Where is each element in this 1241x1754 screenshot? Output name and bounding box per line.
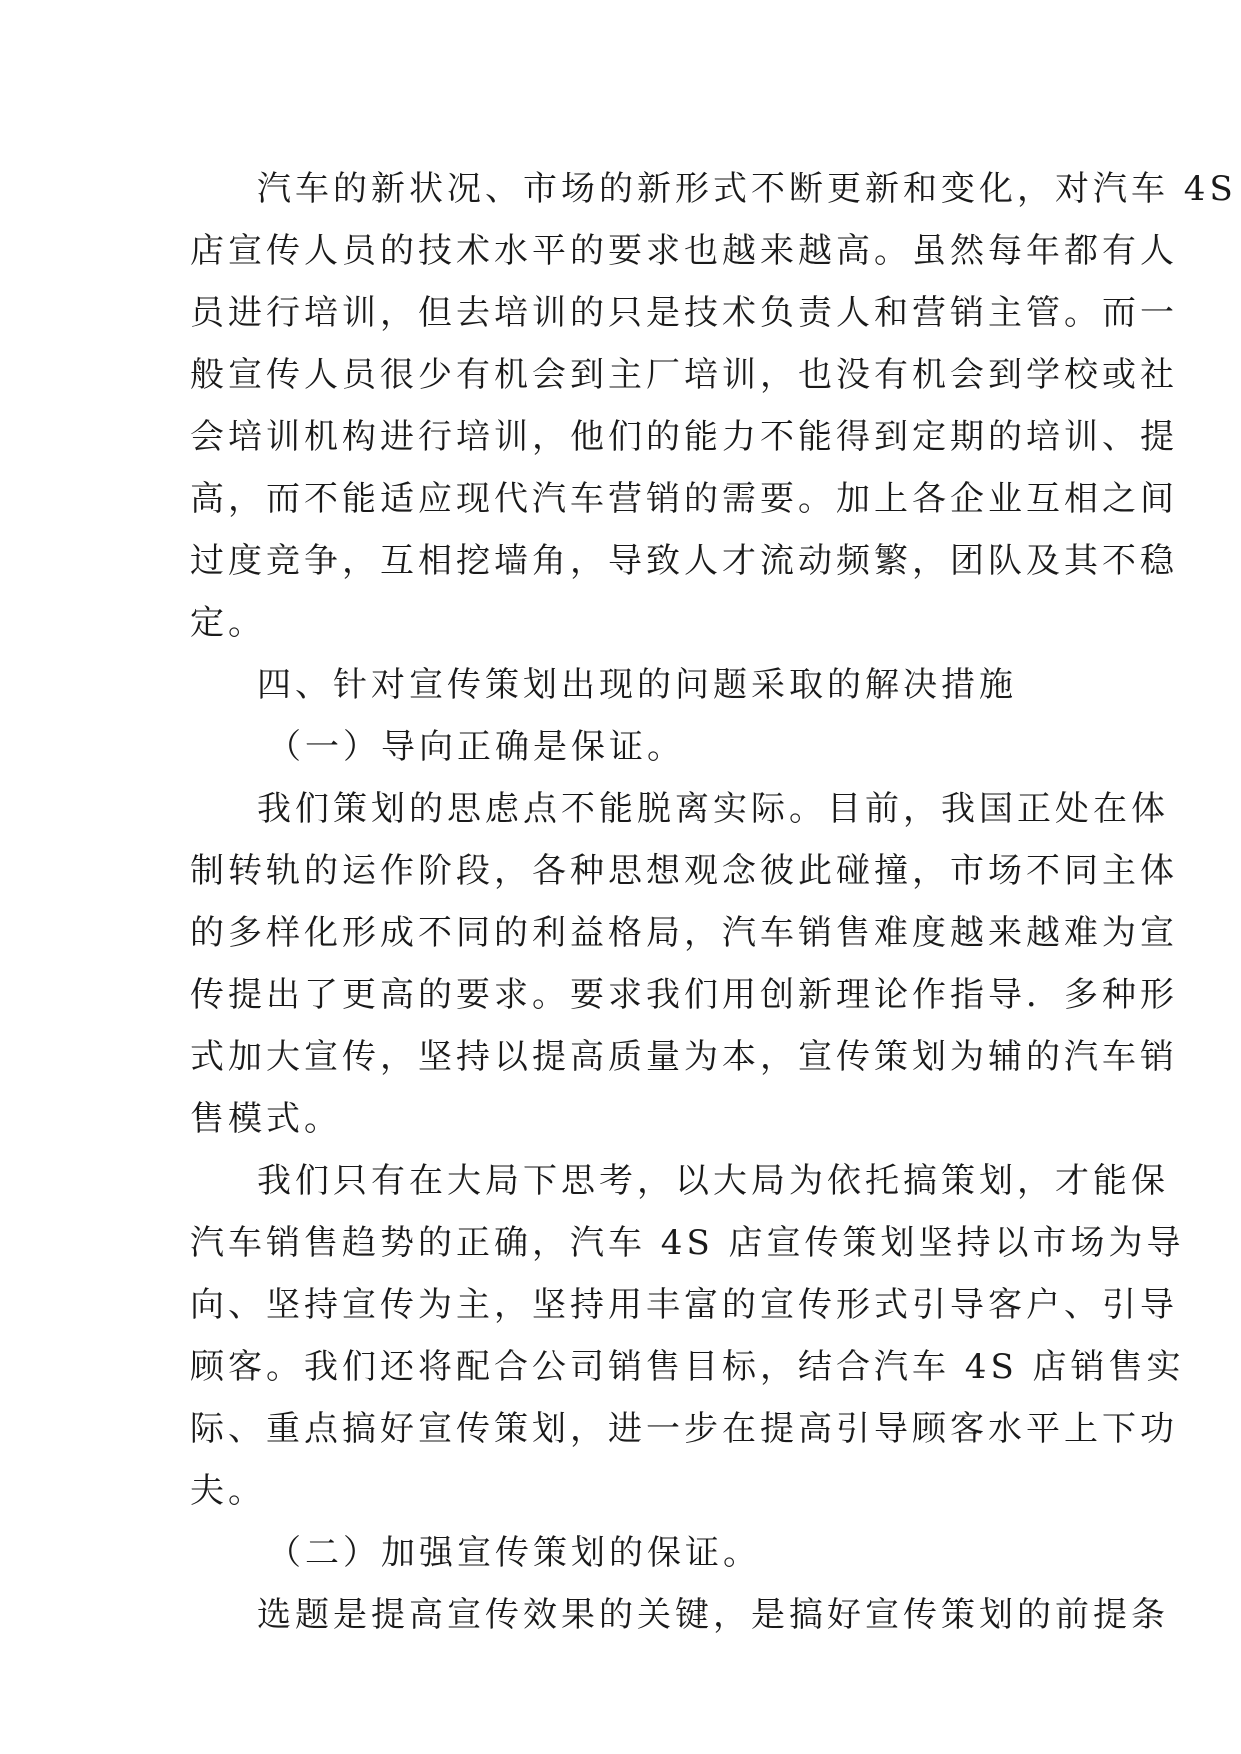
- subsection-heading: （二）加强宣传策划的保证。: [267, 1533, 761, 1573]
- subsection-heading: （一）导向正确是保证。: [267, 727, 685, 767]
- text-line: 的多样化形成不同的利益格局，汽车销售难度越来越难为宣: [190, 913, 1178, 953]
- text-line: 夫。: [190, 1471, 266, 1511]
- text-line: 汽车的新状况、市场的新形式不断更新和变化，对汽车 4S: [257, 169, 1237, 209]
- text-line: 员进行培训，但去培训的只是技术负责人和营销主管。而一: [190, 293, 1178, 333]
- text-line: 我们只有在大局下思考，以大局为依托搞策划，才能保: [257, 1161, 1169, 1201]
- text-line: 过度竞争，互相挖墙角，导致人才流动频繁，团队及其不稳: [190, 541, 1178, 581]
- text-line: 制转轨的运作阶段，各种思想观念彼此碰撞，市场不同主体: [190, 851, 1178, 891]
- text-line: 店宣传人员的技术水平的要求也越来越高。虽然每年都有人: [190, 231, 1178, 271]
- text-line: 选题是提高宣传效果的关键，是搞好宣传策划的前提条: [257, 1595, 1169, 1635]
- text-line: 式加大宣传，坚持以提高质量为本，宣传策划为辅的汽车销: [190, 1037, 1178, 1077]
- text-line: 汽车销售趋势的正确，汽车 4S 店宣传策划坚持以市场为导: [190, 1223, 1185, 1263]
- text-line: 我们策划的思虑点不能脱离实际。目前，我国正处在体: [257, 789, 1169, 829]
- section-heading: 四、针对宣传策划出现的问题采取的解决措施: [257, 665, 1017, 705]
- text-line: 定。: [190, 603, 266, 643]
- text-line: 向、坚持宣传为主，坚持用丰富的宣传形式引导客户、引导: [190, 1285, 1178, 1325]
- text-line: 般宣传人员很少有机会到主厂培训，也没有机会到学校或社: [190, 355, 1178, 395]
- text-line: 际、重点搞好宣传策划，进一步在提高引导顾客水平上下功: [190, 1409, 1178, 1449]
- text-line: 高，而不能适应现代汽车营销的需要。加上各企业互相之间: [190, 479, 1178, 519]
- text-line: 会培训机构进行培训，他们的能力不能得到定期的培训、提: [190, 417, 1178, 457]
- body-text: [190, 158, 1237, 1646]
- text-line: 顾客。我们还将配合公司销售目标，结合汽车 4S 店销售实: [190, 1347, 1185, 1387]
- text-line: 传提出了更高的要求。要求我们用创新理论作指导．多种形: [190, 975, 1178, 1015]
- text-line: 售模式。: [190, 1099, 342, 1139]
